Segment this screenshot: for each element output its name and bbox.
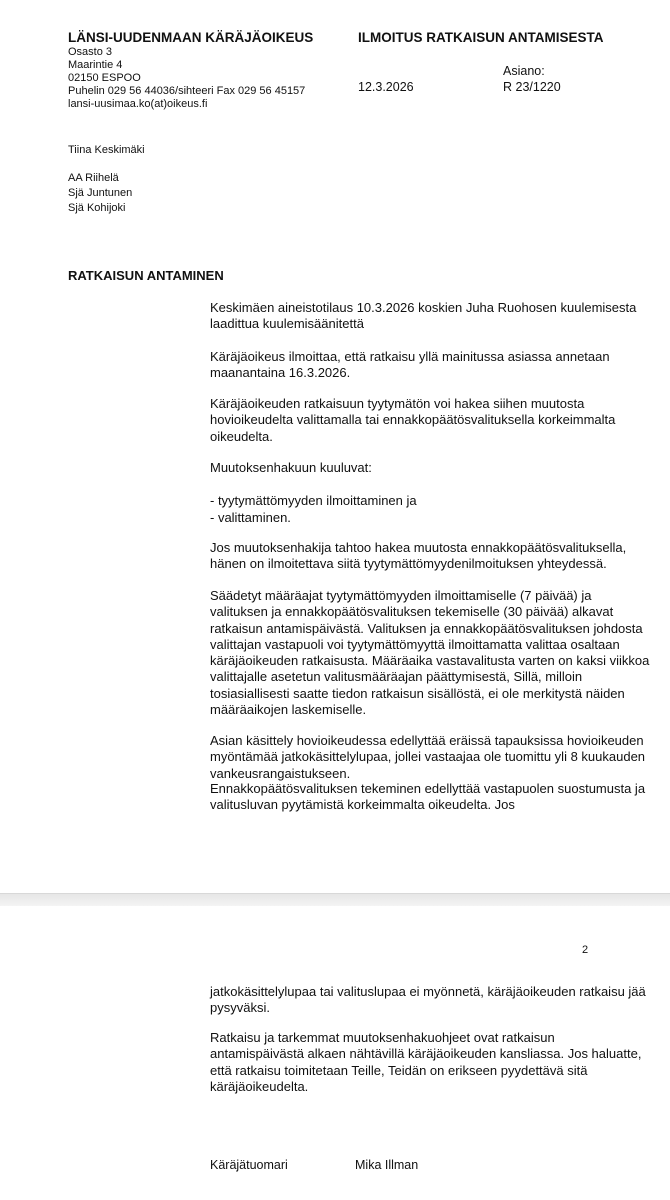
paragraph: Muutoksenhakuun kuuluvat: xyxy=(210,460,372,475)
address-line: lansi-uusimaa.ko(at)oikeus.fi xyxy=(68,98,208,110)
page-separator xyxy=(0,893,670,907)
court-address xyxy=(68,46,305,111)
section-heading: RATKAISUN ANTAMINEN xyxy=(68,268,224,283)
court-name: LÄNSI-UUDENMAAN KÄRÄJÄOIKEUS xyxy=(68,30,314,45)
list-item: - valittaminen. xyxy=(210,510,291,525)
document-date: 12.3.2026 xyxy=(358,80,414,94)
signature-name: Mika Illman xyxy=(355,1158,419,1172)
address-line: Maarintie 4 xyxy=(68,59,123,71)
page-number: 2 xyxy=(582,944,589,956)
paragraph: Ratkaisu ja tarkemmat muutoksenhakuohjeet ovat ratkaisun antamispäivästä alkaen nähtävillä käräjäoikeuden kansliassa. Jos haluatte, että ratkaisu toimitetaan Teille, Teidän on erikseen pyydettävä sitä käräjäoikeudelta. xyxy=(210,1030,642,1094)
case-number: R 23/1220 xyxy=(503,80,561,94)
recipient: AA Riihelä xyxy=(68,172,119,184)
address-line: Puhelin 029 56 44036/sihteeri Fax 029 56 45157 xyxy=(68,85,306,97)
address-line: Osasto 3 xyxy=(68,46,113,58)
document-page-2 xyxy=(0,906,670,1200)
paragraph: jatkokäsittelylupaa tai valituslupaa ei myönnetä, käräjäoikeuden ratkaisu jää pysyväksi. xyxy=(210,984,646,1016)
paragraph: Keskimäen aineistotilaus 10.3.2026 koskien Juha Ruohosen kuulemisesta laadittua kuulemisäänitettä xyxy=(210,300,637,332)
list-item: - tyytymättömyyden ilmoittaminen ja xyxy=(210,493,417,508)
case-label: Asiano: xyxy=(503,64,545,78)
document-title: ILMOITUS RATKAISUN ANTAMISESTA xyxy=(358,30,604,45)
paragraph: Säädetyt määräajat tyytymättömyyden ilmoittamiselle (7 päivää) ja valituksen ja ennakkopäätösvalituksen tekemiselle (30 päivää) alkavat ratkaisun antamispäivästä. Valituksen ja ennakkopäätösvalituksen johdosta valittajan vastapuoli voi tyytymättömyyttä ilmoittamatta valittaa osaltaan käräjäoikeuden ratkaisusta. Määräaika vastavalitusta varten on kaksi viikkoa valittajalle asetetun valitusmääräajan päättymisestä, Sillä, milloin tosiasiallisesti saatte tiedon ratkaisun sisällöstä, ei ole merkitystä näiden määräaikojen laskemiselle. xyxy=(210,588,650,718)
paragraph: Käräjäoikeus ilmoittaa, että ratkaisu yllä mainitussa asiassa annetaan maanantaina 16.3.2026. xyxy=(210,349,610,381)
recipient: Sjä Kohijoki xyxy=(68,202,126,214)
signature-title: Käräjätuomari xyxy=(210,1158,288,1172)
paragraph: Ennakkopäätösvalituksen tekeminen edellyttää vastapuolen suostumusta ja valitusluvan pyytämistä korkeimmalta oikeudelta. Jos xyxy=(210,781,646,813)
primary-recipient: Tiina Keskimäki xyxy=(68,144,145,156)
recipient: Sjä Juntunen xyxy=(68,187,133,199)
paragraph: Jos muutoksenhakija tahtoo hakea muutosta ennakkopäätösvalituksella, hänen on ilmoitettava siitä tyytymättömyydenilmoituksen yhteydessä. xyxy=(210,540,627,572)
paragraph: Käräjäoikeuden ratkaisuun tyytymätön voi hakea siihen muutosta hovioikeudelta valittamalla tai ennakkopäätösvalituksella korkeimmalta oikeudelta. xyxy=(210,396,616,444)
paragraph: Asian käsittely hovioikeudessa edellyttää eräissä tapauksissa hovioikeuden myöntämää jatkokäsittelylupaa, jollei vastaajaa ole tuomittu yli 8 kuukauden vankeusrangaistukseen. xyxy=(210,733,646,781)
address-line: 02150 ESPOO xyxy=(68,72,141,84)
recipient-list xyxy=(68,171,132,216)
